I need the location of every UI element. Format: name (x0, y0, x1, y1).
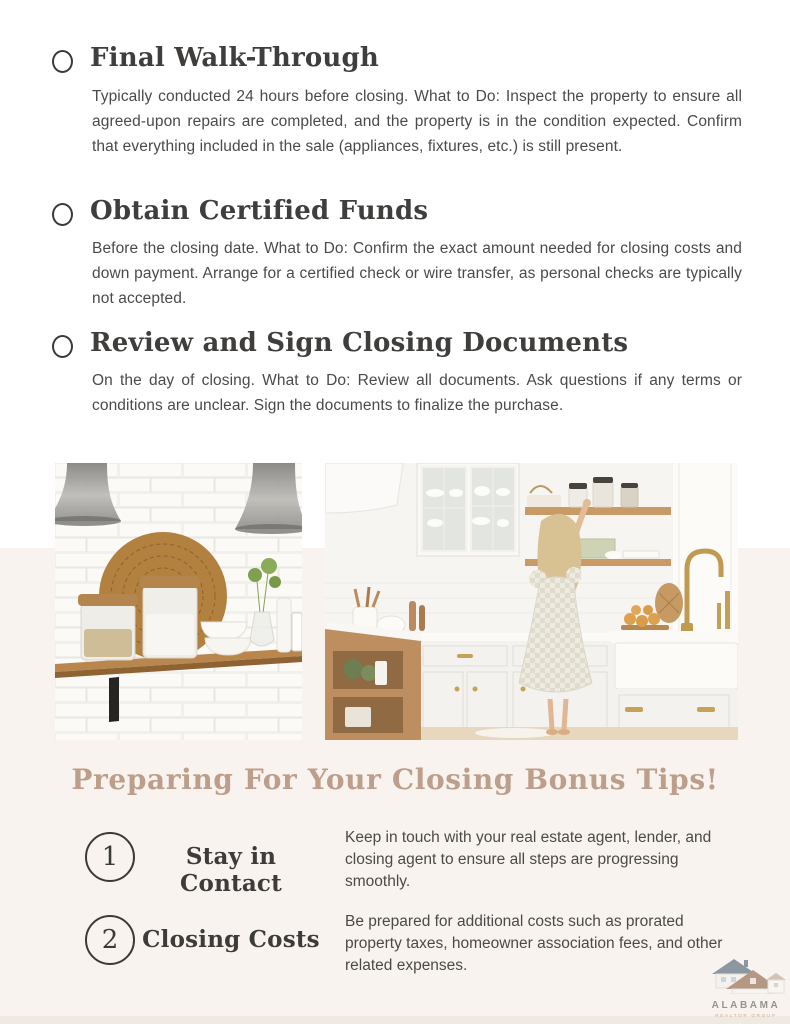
island (325, 621, 421, 740)
checklist-item-body: Typically conducted 24 hours before closing. What to Do: Inspect the property to ensure all agreed-upon repairs are completed, and the property is in the condition expected. Confirm that everything included in the sale (appliances, fixtures, etc.) is still present. (92, 88, 742, 155)
logo-tagline: REALTOR GROUP (715, 1013, 777, 1018)
checkbox-circle-icon (52, 335, 73, 358)
alabama-logo (703, 956, 789, 1018)
tip-number-badge (85, 832, 135, 882)
tip-description: Be prepared for additional costs such as prorated property taxes, homeowner association fees, and other related expenses. (345, 913, 723, 974)
glass-cabinet (417, 463, 519, 556)
checklist-item-body: On the day of closing. What to Do: Review all documents. Ask questions if any terms or conditions are unclear. Sign the documents to finalize the purchase. (92, 372, 742, 414)
tip-title: Closing Costs (142, 926, 320, 953)
kitchen-shelf-photo (55, 463, 302, 740)
checkbox-circle-icon (52, 203, 73, 226)
tip-number-badge (85, 915, 135, 965)
checkbox-circle-icon (52, 50, 73, 73)
window-and-faucet (673, 463, 738, 633)
checklist-item-title: Obtain Certified Funds (90, 196, 429, 226)
tip-number: 2 (101, 925, 119, 955)
checklist-item-title: Review and Sign Closing Documents (90, 328, 629, 358)
checklist-item-body: Before the closing date. What to Do: Confirm the exact amount needed for closing costs and down payment. Arrange for a certified check or wire transfer, as personal checks are typically not accepted. (92, 240, 742, 307)
tip-number: 1 (101, 842, 119, 872)
bottom-edge-strip (0, 1016, 790, 1024)
tips-heading: Preparing For Your Closing Bonus Tips! (71, 763, 719, 796)
tip-description: Keep in touch with your real estate agent, lender, and closing agent to ensure all steps are progressing smoothly. (345, 829, 712, 890)
logo-name: ALABAMA (711, 1000, 781, 1011)
checklist-item-title: Final Walk-Through (90, 43, 380, 73)
kitchen-woman-photo (325, 463, 738, 740)
tip-title: Stay in Contact (180, 843, 282, 897)
house-logo-icon (706, 956, 786, 994)
